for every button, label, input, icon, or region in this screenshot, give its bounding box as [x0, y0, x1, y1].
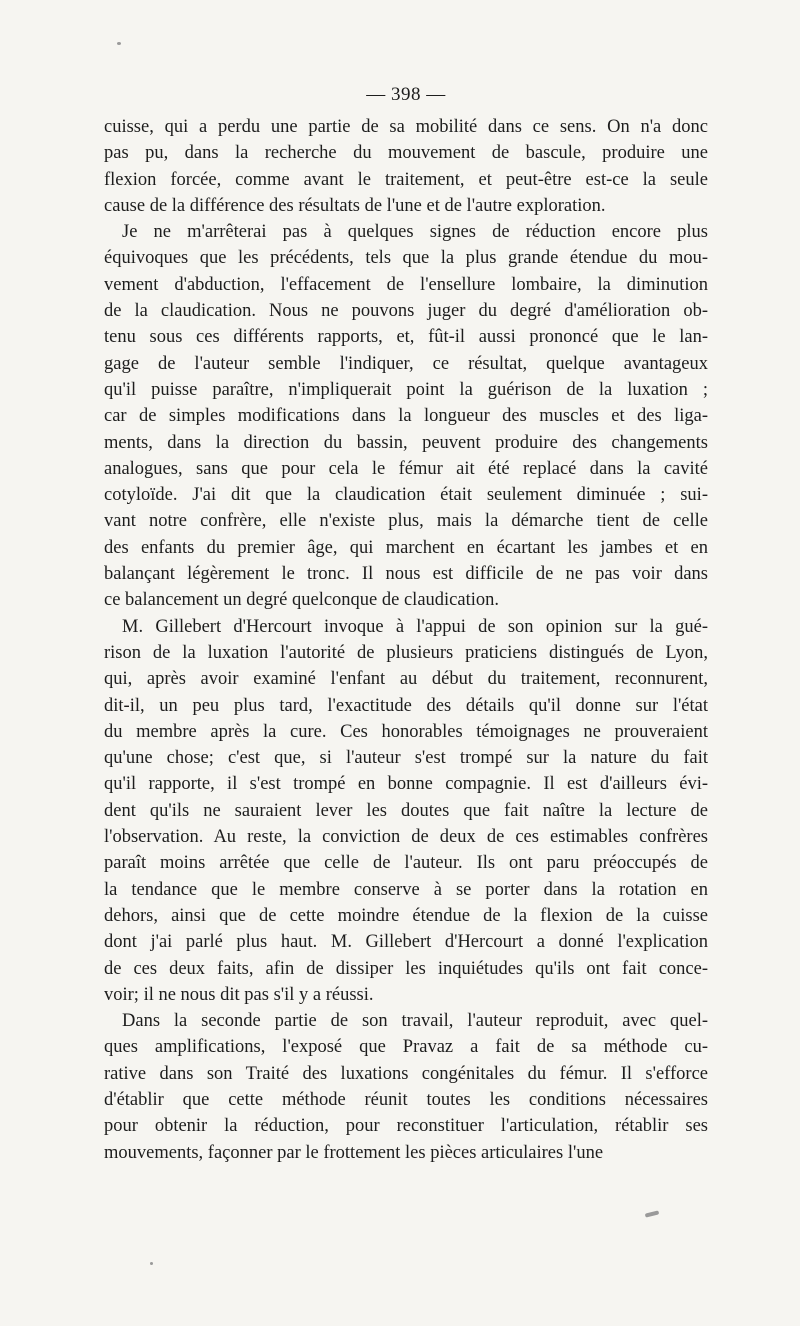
- text-line: voir; il ne nous dit pas s'il y a réussi.: [104, 984, 374, 1005]
- text-line: de ces deux faits, afin de dissiper les inquiétudes qu'ils ont fait conce-: [104, 958, 708, 979]
- text-line: car de simples modifications dans la longueur des muscles et des liga-: [104, 406, 708, 427]
- text-line: dent qu'ils ne sauraient lever les doutes que fait naître la lecture de: [104, 800, 708, 821]
- text-line: équivoques que les précédents, tels que la plus grande étendue du mou-: [104, 248, 708, 269]
- body-text: [104, 114, 708, 1166]
- speck: [117, 42, 121, 45]
- text-line: d'établir que cette méthode réunit toutes les conditions nécessaires: [104, 1089, 708, 1110]
- text-line: cotyloïde. J'ai dit que la claudication était seulement diminuée ; sui-: [104, 485, 708, 506]
- text-line: qui, après avoir examiné l'enfant au début du traitement, reconnurent,: [104, 669, 708, 690]
- text-line: balançant légèrement le tronc. Il nous est difficile de ne pas voir dans: [104, 564, 708, 585]
- text-line: dehors, ainsi que de cette moindre étendue de la flexion de la cuisse: [104, 905, 708, 926]
- text-line: dit-il, un peu plus tard, l'exactitude des détails qu'il donne sur l'état: [104, 695, 708, 716]
- text-line: rative dans son Traité des luxations congénitales du fémur. Il s'efforce: [104, 1063, 708, 1084]
- text-line: tenu sous ces différents rapports, et, fût-il aussi prononcé que le lan-: [104, 327, 708, 348]
- text-line: vant notre confrère, elle n'existe plus, mais la démarche tient de celle: [104, 511, 708, 532]
- text-line: des enfants du premier âge, qui marchent en écartant les jambes et en: [104, 537, 708, 558]
- paragraph: [104, 219, 708, 613]
- page-number: — 398 —: [366, 84, 446, 105]
- text-line: ce balancement un degré quelconque de claudication.: [104, 590, 499, 611]
- text-line: pas pu, dans la recherche du mouvement de bascule, produire une: [104, 143, 708, 164]
- text-line: de la claudication. Nous ne pouvons juger du degré d'amélioration ob-: [104, 301, 708, 322]
- text-line: qu'il puisse paraître, n'impliquerait point la guérison de la luxation ;: [104, 379, 708, 400]
- text-line: pour obtenir la réduction, pour reconstituer l'articulation, rétablir ses: [104, 1116, 708, 1137]
- text-line: dont j'ai parlé plus haut. M. Gillebert d'Hercourt a donné l'explication: [104, 932, 708, 953]
- text-line: vement d'abduction, l'effacement de l'ensellure lombaire, la diminution: [104, 274, 708, 295]
- text-line: l'observation. Au reste, la conviction de deux de ces estimables confrères: [104, 827, 708, 848]
- text-line: flexion forcée, comme avant le traitement, et peut-être est-ce la seule: [104, 169, 708, 190]
- text-line: cuisse, qui a perdu une partie de sa mobilité dans ce sens. On n'a donc: [104, 117, 708, 137]
- text-line: ments, dans la direction du bassin, peuvent produire des changements: [104, 432, 708, 453]
- text-line: M. Gillebert d'Hercourt invoque à l'appui de son opinion sur la gué-: [122, 616, 708, 637]
- speck: [645, 1210, 660, 1217]
- document-page: [104, 82, 708, 1166]
- paragraph: [104, 114, 708, 219]
- text-line: paraît moins arrêtée que celle de l'auteur. Ils ont paru préoccupés de: [104, 853, 708, 874]
- paragraph: [104, 614, 708, 1008]
- text-line: cause de la différence des résultats de l'une et de l'autre exploration.: [104, 195, 606, 216]
- text-line: du membre après la cure. Ces honorables témoignages ne prouveraient: [104, 721, 708, 742]
- text-line: gage de l'auteur semble l'indiquer, ce résultat, quelque avantageux: [104, 353, 708, 374]
- text-line: Dans la seconde partie de son travail, l'auteur reproduit, avec quel-: [122, 1011, 708, 1032]
- text-line: ques amplifications, l'exposé que Pravaz a fait de sa méthode cu-: [104, 1037, 708, 1058]
- speck: [150, 1262, 153, 1265]
- text-line: qu'il rapporte, il s'est trompé en bonne compagnie. Il est d'ailleurs évi-: [104, 774, 708, 795]
- text-line: qu'une chose; c'est que, si l'auteur s'est trompé sur la nature du fait: [104, 748, 708, 769]
- text-line: rison de la luxation l'autorité de plusieurs praticiens distingués de Lyon,: [104, 642, 708, 663]
- text-line: la tendance que le membre conserve à se porter dans la rotation en: [104, 879, 708, 900]
- text-line: mouvements, façonner par le frottement les pièces articulaires l'une: [104, 1142, 604, 1163]
- text-line: Je ne m'arrêterai pas à quelques signes de réduction encore plus: [122, 222, 708, 243]
- paragraph: [104, 1008, 708, 1166]
- text-line: analogues, sans que pour cela le fémur ait été replacé dans la cavité: [104, 458, 708, 479]
